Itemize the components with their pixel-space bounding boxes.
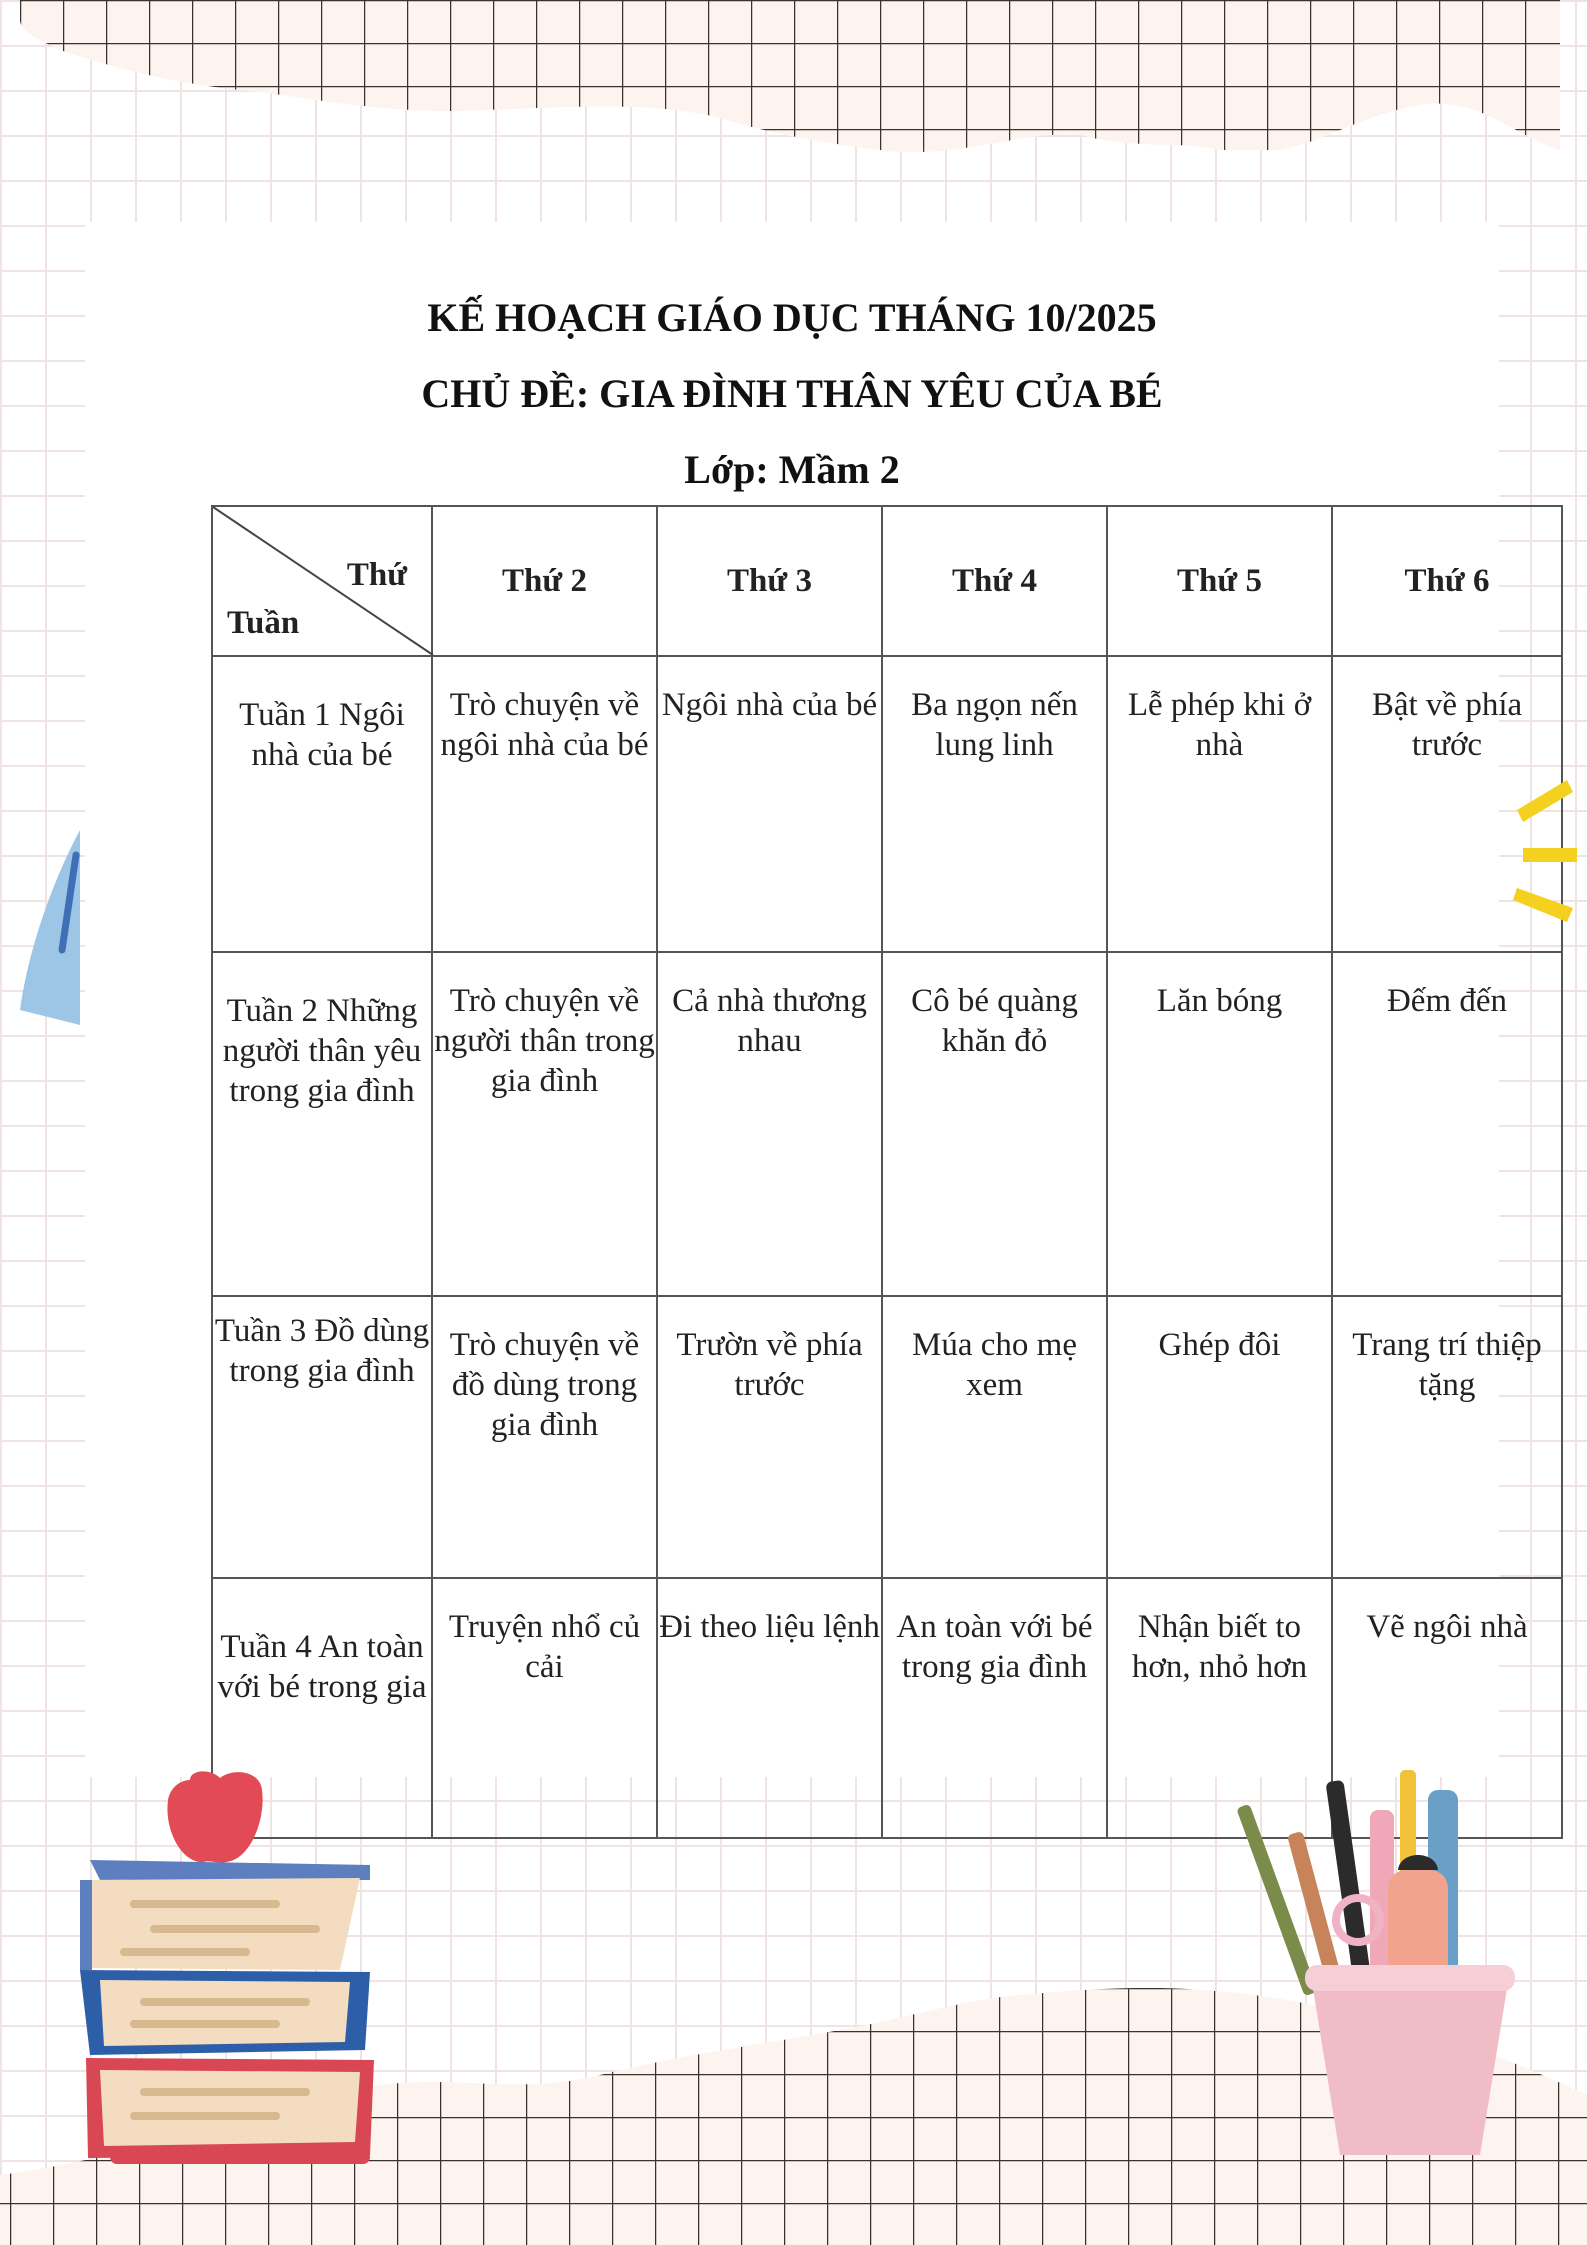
activity-cell: Trò chuyện về người thân trong gia đình [432,952,657,1296]
activity-cell: Đếm đến [1332,952,1562,1296]
torn-paper-top [0,0,1587,230]
week-name: Tuần 2 [226,993,318,1029]
activity-cell: Ngôi nhà của bé [657,656,882,952]
activity-cell: Trò chuyện về đồ dùng trong gia đình [432,1296,657,1578]
document-topic: CHỦ ĐỀ: GIA ĐÌNH THÂN YÊU CỦA BÉ [421,371,1163,416]
document-paper [85,222,1542,1777]
activity-cell: Bật về phía trước [1332,656,1562,952]
book-stack-with-apple-icon [70,1770,390,2175]
document-header [85,280,1499,508]
week-topic: Những người thân yêu trong gia đình [222,993,422,1109]
activity-cell: Trang trí thiệp tặng [1332,1296,1562,1578]
plan-table [211,505,1563,1839]
corner-week-label: Tuần [227,605,300,641]
activity-cell: Nhận biết to hơn, nhỏ hơn [1107,1578,1332,1838]
week-row [212,952,1562,1296]
plan-table-container [211,505,1542,1777]
sparkle-lines-icon [1505,770,1585,930]
activity-cell: An toàn với bé trong gia đình [882,1578,1107,1838]
activity-cell: Lăn bóng [1107,952,1332,1296]
day-header: Thứ 6 [1332,506,1562,656]
week-topic: Ngôi nhà của bé [251,697,405,773]
pencil-cup-icon [1250,1770,1530,2155]
day-header: Thứ 4 [882,506,1107,656]
week-row [212,656,1562,952]
document-class: Lớp: Mầm 2 [684,447,900,492]
activity-cell: Ba ngọn nến lung linh [882,656,1107,952]
day-header: Thứ 3 [657,506,882,656]
week-cell [212,952,432,1296]
week-name: Tuần 3 [214,1313,307,1349]
week-topic: An toàn với bé trong gia [217,1629,427,1705]
activity-cell: Cô bé quàng khăn đỏ [882,952,1107,1296]
document-title: KẾ HOẠCH GIÁO DỤC THÁNG 10/2025 [427,295,1157,340]
day-header: Thứ 2 [432,506,657,656]
activity-cell: Đi theo liệu lệnh [657,1578,882,1838]
week-name: Tuần 4 [220,1629,312,1665]
activity-cell: Trườn về phía trước [657,1296,882,1578]
activity-cell: Trò chuyện về ngôi nhà của bé [432,656,657,952]
activity-cell: Lễ phép khi ở nhà [1107,656,1332,952]
week-cell [212,1296,432,1578]
corner-cell [212,506,432,656]
week-cell [212,656,432,952]
activity-cell: Múa cho mẹ xem [882,1296,1107,1578]
corner-day-label: Thứ [346,557,407,593]
activity-cell: Vẽ ngôi nhà [1332,1578,1562,1838]
header-row [212,506,1562,656]
activity-cell: Truyện nhổ củ cải [432,1578,657,1838]
activity-cell: Ghép đôi [1107,1296,1332,1578]
week-row [212,1296,1562,1578]
week-name: Tuần 1 [239,697,331,733]
week-topic: Đồ dùng trong gia đình [229,1313,430,1389]
blue-triangle-ruler-icon [18,830,82,1025]
day-header: Thứ 5 [1107,506,1332,656]
activity-cell: Cả nhà thương nhau [657,952,882,1296]
